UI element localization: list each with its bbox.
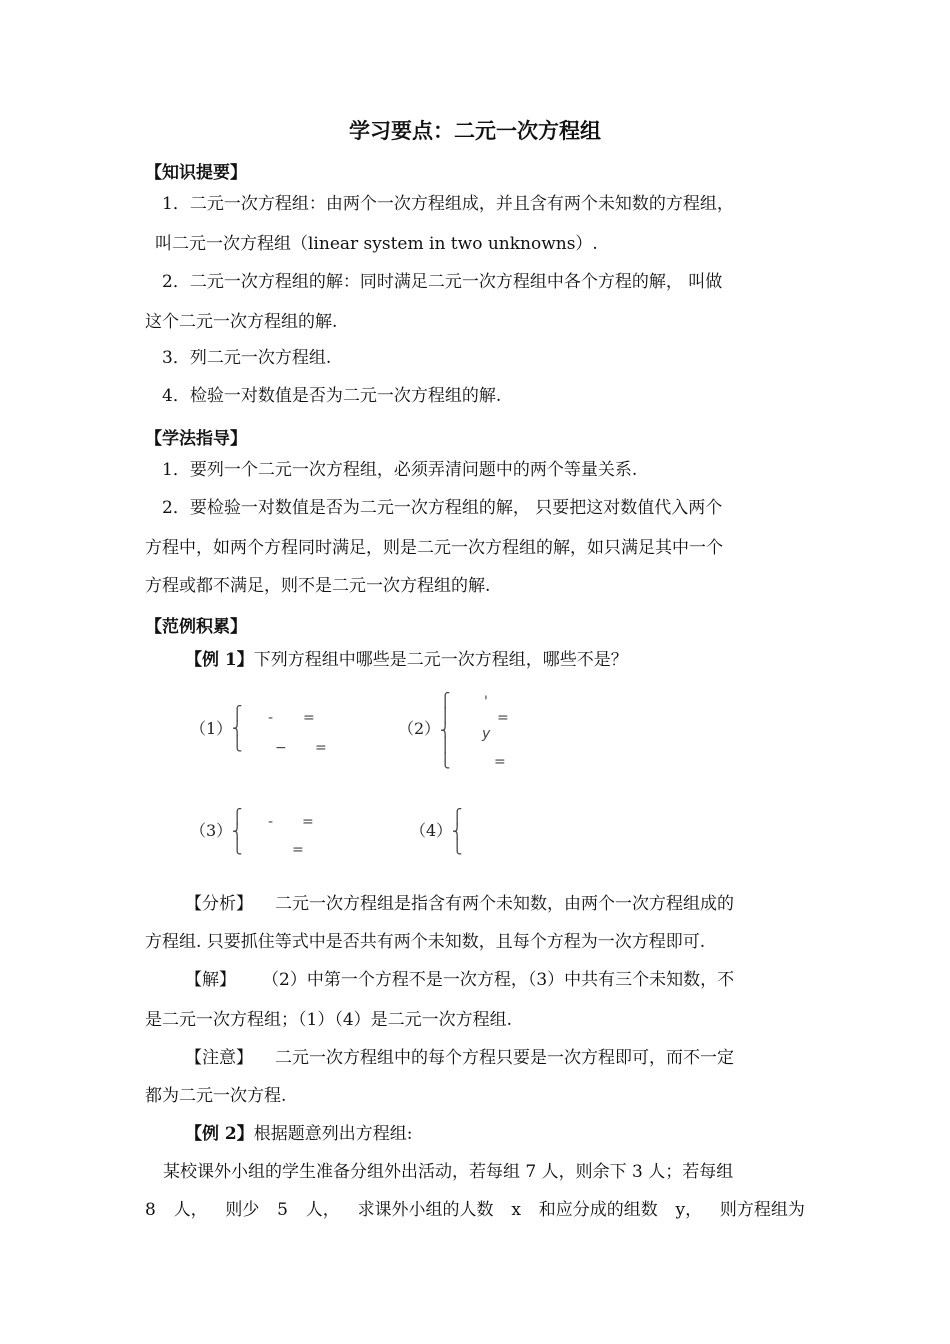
example-2-label: 【例 2】 [185,1124,254,1144]
system-1-brace: ⎧ ⎨ ⎩ [232,706,243,752]
system-1-label: （1） [190,719,233,738]
section-heading-examples: 【范例积累】 [145,617,247,637]
example-2-part: 人， [305,1200,340,1220]
system-4-label: （4） [410,821,453,840]
system-2-eq-1: = [497,710,509,726]
example-1 [185,648,628,672]
method-item-1: 1．要列一个二元一次方程组，必须弄清问题中的两个等量关系. [162,460,638,480]
example-2 [185,1122,412,1146]
system-4-brace: ⎧ ⎨ ⎩ [452,809,463,855]
method-item-2: 2．要检验一对数值是否为二元一次方程组的解， 只要把这对数值代入两个 [162,498,723,518]
example-1-question: 下列方程组中哪些是二元一次方程组，哪些不是？ [253,650,628,670]
example-2-part: 5 [277,1200,288,1220]
analysis-line-1 [185,892,734,916]
analysis-label: 【分析】 [185,894,253,914]
example-2-part: 则方程组为 [719,1200,805,1220]
system-3-brace: ⎧ ⎨ ⎩ [232,809,243,855]
note-text-1: 二元一次方程组中的每个方程只要是一次方程即可，而不一定 [275,1048,734,1068]
example-2-part: 8 [145,1200,156,1220]
knowledge-item-2-cont: 这个二元一次方程组的解. [145,312,338,332]
analysis-text-1: 二元一次方程组是指含有两个未知数，由两个一次方程组成的 [275,894,734,914]
section-heading-knowledge: 【知识提要】 [145,163,247,183]
example-2-part: y， [675,1200,703,1220]
solution-line-1 [185,968,734,992]
example-2-text-2 [145,1198,805,1222]
solution-line-2: 是二元一次方程组；（1）（4）是二元一次方程组. [145,1010,513,1030]
system-3-eq-1: = [302,814,314,830]
system-3-dash: - [268,814,274,830]
system-1-eq-2: = [315,740,327,756]
system-2-var-y: y [482,726,491,742]
example-2-part: 和应分成的组数 [538,1200,658,1220]
system-3-eq-2: = [292,842,304,858]
example-2-question: 根据题意列出方程组: [253,1124,413,1144]
note-line-2: 都为二元一次方程. [145,1086,287,1106]
knowledge-item-4: 4．检验一对数值是否为二元一次方程组的解. [162,386,502,406]
example-2-part: 求课外小组的人数 [357,1200,494,1220]
system-2-label: （2） [398,719,441,738]
solution-label: 【解】 [185,970,236,990]
system-2-eq-2: = [494,754,506,770]
system-1-eq-1: = [303,710,315,726]
example-1-label: 【例 1】 [185,650,254,670]
page-title: 学习要点：二元一次方程组 [349,119,601,143]
knowledge-item-3: 3．列二元一次方程组. [162,348,332,368]
system-2-brace: ⎧ ⎪ ⎨ ⎪ ⎩ [440,693,451,769]
knowledge-item-1-cont: 叫二元一次方程组（linear system in two unknowns）. [155,234,598,254]
example-2-part: 则少 [225,1200,260,1220]
section-heading-method: 【学法指导】 [145,429,247,449]
example-2-part: 人， [173,1200,208,1220]
system-1-minus: − [275,740,287,756]
method-item-2-cont-1: 方程中，如两个方程同时满足，则是二元一次方程组的解，如只满足其中一个 [145,538,723,558]
note-label: 【注意】 [185,1048,253,1068]
solution-text-1: （2）中第一个方程不是一次方程，（3）中共有三个未知数，不 [262,970,735,990]
knowledge-item-1: 1．二元一次方程组：由两个一次方程组成，并且含有两个未知数的方程组， [162,194,734,214]
system-1-dash: - [268,710,274,726]
example-2-part: x [511,1200,521,1220]
system-3-label: （3） [190,821,233,840]
note-line-1 [185,1046,734,1070]
system-2-prime: ' [484,694,488,710]
method-item-2-cont-2: 方程或都不满足，则不是二元一次方程组的解. [145,576,491,596]
analysis-line-2: 方程组. 只要抓住等式中是否共有两个未知数，且每个方程为一次方程即可. [145,932,706,952]
example-2-text-1: 某校课外小组的学生准备分组外出活动，若每组 7 人，则余下 3 人；若每组 [163,1162,734,1182]
knowledge-item-2: 2．二元一次方程组的解：同时满足二元一次方程组中各个方程的解， 叫做 [162,272,723,292]
